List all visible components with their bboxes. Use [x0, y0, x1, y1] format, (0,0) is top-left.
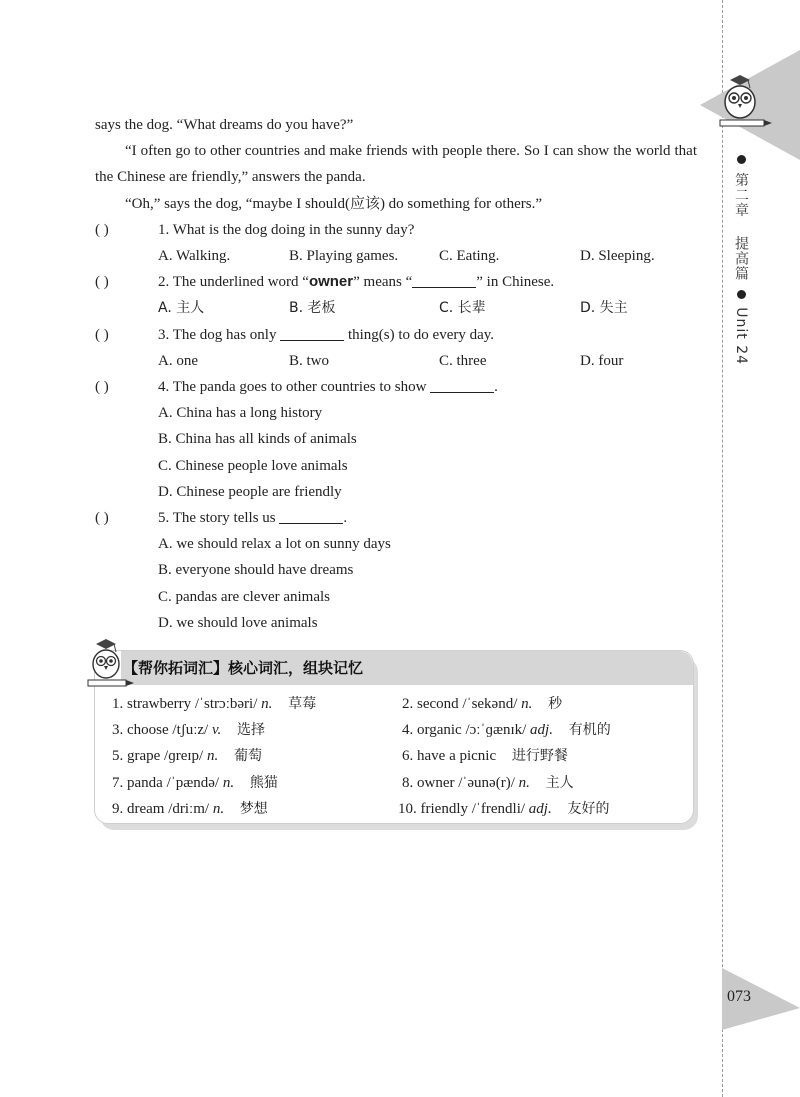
option-c[interactable]: C. 长辈 [439, 300, 486, 317]
vocab-row [112, 743, 692, 769]
answer-paren[interactable]: ( ) [95, 326, 109, 343]
option-d[interactable]: D. Chinese people are friendly [158, 483, 342, 500]
vocab-pos: n. [261, 696, 273, 712]
vocab-word: second /ˈsekənd/ [417, 696, 518, 712]
vocab-meaning: 秒 [548, 696, 563, 712]
answer-paren[interactable]: ( ) [95, 221, 109, 238]
vocab-item [112, 743, 402, 769]
option-c[interactable]: C. Eating. [439, 248, 500, 265]
option-d[interactable]: D. we should love animals [158, 614, 318, 631]
question-text: ” in Chinese. [476, 274, 555, 291]
vocab-row [112, 717, 692, 743]
vocab-num: 9. [112, 800, 124, 817]
vocab-title: 【帮你拓词汇】核心词汇，组块记忆 [123, 659, 364, 677]
unit-label: Unit 24 [733, 307, 749, 366]
question-text: 2. The underlined word “ [158, 274, 309, 291]
answer-blank[interactable] [279, 507, 343, 524]
chapter-side-label [731, 152, 751, 365]
answer-blank[interactable] [430, 376, 494, 393]
vocab-pos: adj. [530, 722, 553, 739]
reading-section [95, 112, 697, 636]
question-text: . [343, 510, 348, 527]
vocab-word: have a picnic [417, 748, 497, 765]
vocab-meaning: 草莓 [288, 696, 317, 712]
vocab-item [402, 743, 692, 769]
vocab-item [398, 796, 692, 822]
vocab-pos: n. [212, 800, 225, 817]
options-1 [95, 243, 697, 269]
option-b[interactable]: B. 老板 [289, 300, 336, 317]
answer-paren[interactable]: ( ) [95, 274, 109, 291]
answer-paren[interactable]: ( ) [95, 379, 109, 396]
vocab-pos: n. [222, 774, 235, 791]
vocab-item [402, 691, 692, 717]
vocab-word: panda /ˈpændə/ [127, 774, 220, 791]
option-a[interactable]: A. we should relax a lot on sunny days [158, 536, 391, 553]
vocab-num: 5. [112, 748, 124, 765]
options-3 [95, 348, 697, 374]
question-text: 4. The panda goes to other countries to show [158, 379, 431, 396]
vocab-num: 10. [398, 800, 417, 817]
vocab-meaning: 有机的 [568, 722, 611, 739]
option-d[interactable]: D. 失主 [580, 300, 628, 317]
question-3 [95, 322, 697, 348]
vocab-row [112, 770, 692, 796]
vocab-meaning: 进行野餐 [511, 748, 568, 765]
passage-paragraph: “Oh,” says the dog, “maybe I should(应该) do something for others.” [125, 195, 542, 212]
option-c[interactable]: C. Chinese people love animals [158, 457, 348, 474]
vocab-list [112, 691, 692, 822]
vocab-meaning: 熊猫 [249, 774, 278, 791]
option-a[interactable]: A. 主人 [158, 300, 205, 317]
vocab-meaning: 梦想 [239, 800, 268, 817]
question-text: . [494, 379, 498, 396]
vocab-word: friendly /ˈfrendli/ [420, 800, 526, 817]
page-fold-line [722, 0, 723, 1097]
passage-paragraph: “I often go to other countries and make friends with people there. So I can show the world that the Chinese are friendly,” answers the panda. [95, 143, 697, 186]
vocab-meaning: 友好的 [567, 800, 610, 817]
vocab-pos: n. [521, 696, 533, 712]
vocab-item [112, 796, 406, 822]
option-b[interactable]: B. Playing games. [289, 248, 399, 265]
vocab-num: 3. [112, 722, 124, 739]
option-d[interactable]: D. four [580, 352, 624, 369]
option-d[interactable]: D. Sleeping. [580, 248, 655, 265]
question-4 [95, 374, 697, 400]
vocab-pos: v. [211, 722, 222, 739]
vocab-word: organic /ɔːˈɡænɪk/ [417, 722, 527, 739]
question-5 [95, 505, 697, 531]
vocab-word: choose /tʃuːz/ [127, 722, 209, 739]
page-number: 073 [727, 988, 751, 1005]
vocab-num: 2. [402, 696, 414, 712]
option-a[interactable]: A. Walking. [158, 248, 231, 265]
vocab-num: 4. [402, 722, 414, 739]
option-c[interactable]: C. pandas are clever animals [158, 588, 331, 605]
question-text: thing(s) to do every day. [344, 326, 495, 343]
vocab-item [112, 770, 402, 796]
option-b[interactable]: B. two [289, 352, 330, 369]
vocab-num: 8. [402, 774, 414, 791]
vocab-item [402, 717, 692, 743]
question-text: ” means “ [353, 274, 413, 291]
vocab-pos: adj. [528, 800, 552, 817]
vocab-num: 1. [112, 696, 124, 712]
option-b[interactable]: B. China has all kinds of animals [158, 431, 357, 448]
option-c[interactable]: C. three [439, 352, 487, 369]
vocab-pos: n. [206, 748, 219, 765]
vocab-meaning: 主人 [545, 774, 574, 791]
vocab-item [402, 770, 692, 796]
option-a[interactable]: A. China has a long history [158, 405, 323, 422]
bullet-dot [737, 290, 746, 299]
vocab-word: owner /ˈəunə(r)/ [417, 774, 515, 791]
chapter-tab [700, 50, 800, 160]
vocab-word: dream /driːm/ [127, 800, 210, 817]
vocab-meaning: 选择 [237, 722, 266, 739]
passage-line: says the dog. “What dreams do you have?” [95, 117, 354, 133]
question-text: 5. The story tells us [158, 510, 280, 527]
answer-blank[interactable] [412, 271, 476, 288]
vocab-word: strawberry /ˈstrɔːbəri/ [127, 696, 258, 712]
vocab-num: 6. [402, 748, 414, 765]
question-text: 1. What is the dog doing in the sunny day? [158, 221, 415, 238]
vocab-row [112, 796, 692, 822]
vocab-row [112, 691, 692, 717]
answer-paren[interactable]: ( ) [95, 510, 109, 527]
vocab-item [112, 691, 402, 717]
section-label: 提高篇 [733, 236, 749, 282]
bullet-dot [737, 155, 746, 164]
answer-blank[interactable] [280, 324, 344, 341]
chapter-label: 第二章 [733, 172, 749, 218]
option-a[interactable]: A. one [158, 352, 198, 369]
question-text: 3. The dog has only [158, 326, 281, 343]
question-1 [95, 217, 697, 243]
option-b[interactable]: B. everyone should have dreams [158, 562, 354, 579]
vocab-item [112, 717, 402, 743]
vocab-meaning: 葡萄 [233, 748, 262, 765]
vocab-pos: n. [518, 774, 530, 791]
vocab-word: grape /ɡreɪp/ [127, 748, 204, 765]
options-2 [95, 295, 697, 321]
vocab-num: 7. [112, 774, 124, 791]
underlined-word: owner [308, 273, 354, 291]
question-2 [95, 269, 697, 295]
